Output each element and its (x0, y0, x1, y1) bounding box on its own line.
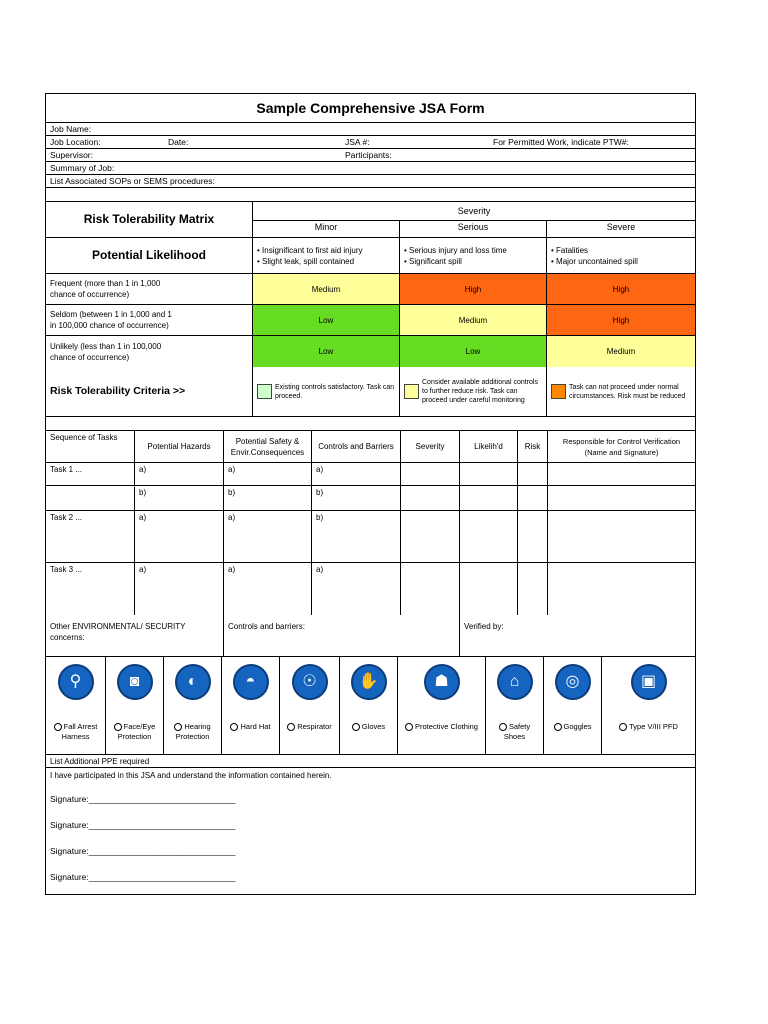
ppe-label-text: Respirator (297, 722, 332, 731)
task-row (46, 463, 695, 486)
ppe-checkbox-label[interactable] (50, 722, 101, 742)
severity-minor: Minor (253, 221, 400, 237)
ppe-row (46, 657, 695, 755)
life-vest-icon: ▣ (631, 664, 667, 700)
ppe-radio[interactable] (54, 723, 62, 731)
task-empty-cell[interactable] (401, 563, 460, 615)
ear-muffs-icon: ◐ (175, 664, 211, 700)
ppe-item[interactable] (544, 657, 602, 754)
ppe-radio[interactable] (619, 723, 627, 731)
jsa-number-field[interactable]: JSA #: (345, 137, 370, 147)
task-empty-cell[interactable] (518, 486, 548, 510)
boots-icon: ⌂ (497, 664, 533, 700)
task-empty-cell[interactable] (518, 463, 548, 485)
ppe-checkbox-label[interactable] (490, 722, 539, 742)
ppe-radio[interactable] (114, 723, 122, 731)
task-empty-cell[interactable] (460, 511, 518, 562)
ppe-checkbox-label[interactable] (402, 722, 481, 732)
ppe-radio[interactable] (352, 723, 360, 731)
criteria-label: Risk Tolerability Criteria >> (46, 367, 253, 416)
minor-desc-2: • Slight leak, spill contained (257, 256, 355, 266)
likelihood-title: Potential Likelihood (46, 238, 253, 273)
ppe-label-text: Hearing Protection (175, 722, 211, 741)
ppe-checkbox-label[interactable] (344, 722, 393, 732)
matrix-row (46, 336, 695, 367)
task-empty-cell[interactable] (401, 463, 460, 485)
ppe-label-text: Fall Arrest Harness (61, 722, 98, 741)
header-sequence: Sequence of Tasks (46, 431, 135, 462)
task-empty-cell[interactable] (460, 486, 518, 510)
gloves-icon: ✋ (351, 664, 387, 700)
task-empty-cell[interactable] (518, 563, 548, 615)
ptw-field[interactable]: For Permitted Work, indicate PTW#: (493, 137, 629, 147)
sops-field[interactable]: List Associated SOPs or SEMS procedures: (50, 176, 215, 186)
severity-header: Severity (253, 202, 695, 221)
matrix-title: Risk Tolerability Matrix (46, 202, 253, 237)
criteria-low-text: Existing controls satisfactory. Task can proceed. (275, 383, 395, 400)
signature-line-1[interactable]: Signature:_______________________________ (50, 794, 236, 804)
legend-orange-swatch (551, 384, 566, 399)
risk-level-cell: High (547, 305, 695, 335)
form-title: Sample Comprehensive JSA Form (256, 100, 485, 116)
ppe-label-text: Type V/III PFD (629, 722, 678, 731)
likelihood-label-line: Frequent (more than 1 in 1,000 (50, 279, 161, 288)
likelihood-label-line: in 100,000 chance of occurrence) (50, 321, 169, 330)
task-entry-cell[interactable]: b) (135, 486, 224, 510)
task-empty-cell[interactable] (548, 511, 695, 562)
likelihood-label-line: Unlikely (less than 1 in 100,000 (50, 341, 162, 351)
task-empty-cell[interactable] (401, 511, 460, 562)
task-entry-cell[interactable]: a) (224, 463, 312, 485)
ppe-checkbox-label[interactable] (548, 722, 597, 732)
task-empty-cell[interactable] (518, 511, 548, 562)
task-empty-cell[interactable] (401, 486, 460, 510)
risk-level-cell: Low (400, 336, 547, 367)
ppe-label-text: Protective Clothing (415, 722, 478, 731)
likelihood-label-line: chance of occurrence) (50, 352, 130, 362)
additional-ppe-label: List Additional PPE required (50, 757, 150, 766)
ppe-radio[interactable] (499, 723, 507, 731)
ppe-item[interactable] (164, 657, 222, 754)
ppe-item[interactable] (46, 657, 106, 754)
other-concerns-label: Other ENVIRONMENTAL/ SECURITY concerns: (46, 615, 224, 656)
ppe-checkbox-label[interactable] (110, 722, 159, 742)
header-hazards: Potential Hazards (135, 431, 224, 462)
task-entry-cell[interactable]: a) (135, 511, 224, 562)
risk-level-cell: Low (253, 336, 400, 367)
header-controls: Controls and Barriers (312, 431, 401, 462)
respirator-icon: ☉ (292, 664, 328, 700)
ppe-item[interactable] (106, 657, 164, 754)
verified-by-field[interactable]: Verified by: (464, 622, 504, 631)
task-empty-cell[interactable] (460, 563, 518, 615)
header-likelihood: Likelih'd (460, 431, 518, 462)
task-entry-cell[interactable]: a) (135, 463, 224, 485)
task-empty-cell[interactable] (548, 563, 695, 615)
face-shield-icon: ◙ (117, 664, 153, 700)
serious-desc-1: • Serious injury and loss time (404, 245, 507, 255)
signature-line-4[interactable]: Signature:_______________________________ (50, 872, 236, 882)
ppe-label-text: Face/Eye Protection (117, 722, 156, 741)
task-label: Task 3 ... (46, 563, 135, 615)
risk-level-cell: High (400, 274, 547, 304)
ppe-checkbox-label[interactable] (168, 722, 217, 742)
matrix-row (46, 305, 695, 336)
task-label: Task 2 ... (46, 511, 135, 562)
task-label: Task 1 ... (46, 463, 135, 485)
ppe-radio[interactable] (230, 723, 238, 731)
likelihood-label (46, 336, 253, 367)
likelihood-label-line: Seldom (between 1 in 1,000 and 1 (50, 310, 172, 319)
hard-hat-icon: ◓ (233, 664, 269, 700)
task-empty-cell[interactable] (46, 486, 135, 510)
risk-level-cell: Low (253, 305, 400, 335)
signature-line-2[interactable]: Signature:_______________________________ (50, 820, 236, 830)
serious-desc-2: • Significant spill (404, 256, 462, 266)
ppe-item[interactable] (486, 657, 544, 754)
severe-desc-1: • Fatalities (551, 245, 589, 255)
supervisor-field[interactable]: Supervisor: (50, 150, 93, 160)
matrix-row (46, 274, 695, 305)
legend-yellow-swatch (404, 384, 419, 399)
goggles-icon: ◎ (555, 664, 591, 700)
criteria-medium-text: Consider available additional controls to further reduce risk. Task can proceed under careful monitoring (422, 379, 538, 404)
ppe-label-text: Hard Hat (240, 722, 271, 731)
jsa-form (45, 93, 696, 895)
likelihood-label-line: chance of occurrence) (50, 290, 130, 299)
ppe-radio[interactable] (405, 723, 413, 731)
ppe-label-text: Goggles (563, 722, 592, 731)
task-empty-cell[interactable] (548, 486, 695, 510)
ppe-item[interactable] (602, 657, 695, 754)
task-entry-cell[interactable]: a) (224, 563, 312, 615)
task-empty-cell[interactable] (548, 463, 695, 485)
header-severity: Severity (401, 431, 460, 462)
task-entry-cell[interactable]: a) (135, 563, 224, 615)
likelihood-label (46, 274, 253, 304)
task-entry-cell[interactable]: a) (312, 463, 401, 485)
summary-field[interactable]: Summary of Job: (50, 163, 115, 173)
task-entry-cell[interactable]: b) (224, 486, 312, 510)
risk-level-cell: Medium (547, 336, 695, 367)
signature-line-3[interactable]: Signature:_______________________________ (50, 846, 236, 856)
ppe-checkbox-label[interactable] (226, 722, 275, 732)
severity-serious: Serious (400, 221, 547, 237)
ppe-radio[interactable] (174, 723, 182, 731)
ppe-checkbox-label[interactable] (284, 722, 335, 732)
job-name-field[interactable]: Job Name: (50, 124, 92, 134)
severe-desc-2: • Major uncontained spill (551, 256, 638, 266)
likelihood-label (46, 305, 253, 335)
task-entry-cell[interactable]: b) (312, 486, 401, 510)
task-entry-cell[interactable]: b) (312, 511, 401, 562)
header-responsible: Responsible for Control Verification (Name and Signature) (562, 436, 681, 457)
controls-barriers-field[interactable]: Controls and barriers: (224, 615, 460, 656)
legend-green-swatch (257, 384, 272, 399)
job-location-field[interactable]: Job Location: (50, 137, 101, 147)
risk-level-cell: Medium (253, 274, 400, 304)
harness-icon: ⚲ (58, 664, 94, 700)
ppe-item[interactable] (398, 657, 486, 754)
minor-desc-1: • Insignificant to first aid injury (257, 245, 363, 255)
task-empty-cell[interactable] (460, 463, 518, 485)
task-entry-cell[interactable]: a) (312, 563, 401, 615)
ppe-radio[interactable] (287, 723, 295, 731)
participation-statement: I have participated in this JSA and understand the information contained herein. (50, 771, 332, 780)
ppe-checkbox-label[interactable] (606, 722, 691, 732)
risk-level-cell: High (547, 274, 695, 304)
header-risk: Risk (518, 431, 548, 462)
criteria-high-text: Task can not proceed under normal circumstances. Risk must be reduced (569, 383, 686, 400)
ppe-item[interactable] (280, 657, 340, 754)
header-consequences: Potential Safety & Envir.Consequences (224, 431, 312, 462)
ppe-radio[interactable] (554, 723, 562, 731)
task-row (46, 563, 695, 615)
participants-field[interactable]: Participants: (345, 150, 392, 160)
ppe-item[interactable] (222, 657, 280, 754)
task-row (46, 486, 695, 511)
task-entry-cell[interactable]: a) (224, 511, 312, 562)
task-row (46, 511, 695, 563)
ppe-item[interactable] (340, 657, 398, 754)
coverall-icon: ☗ (424, 664, 460, 700)
ppe-label-text: Safety Shoes (503, 722, 531, 741)
date-field[interactable]: Date: (168, 137, 189, 147)
form-title-row (46, 94, 695, 123)
risk-level-cell: Medium (400, 305, 547, 335)
task-header-row (46, 431, 695, 463)
severity-severe: Severe (606, 222, 636, 232)
ppe-label-text: Gloves (361, 722, 386, 731)
